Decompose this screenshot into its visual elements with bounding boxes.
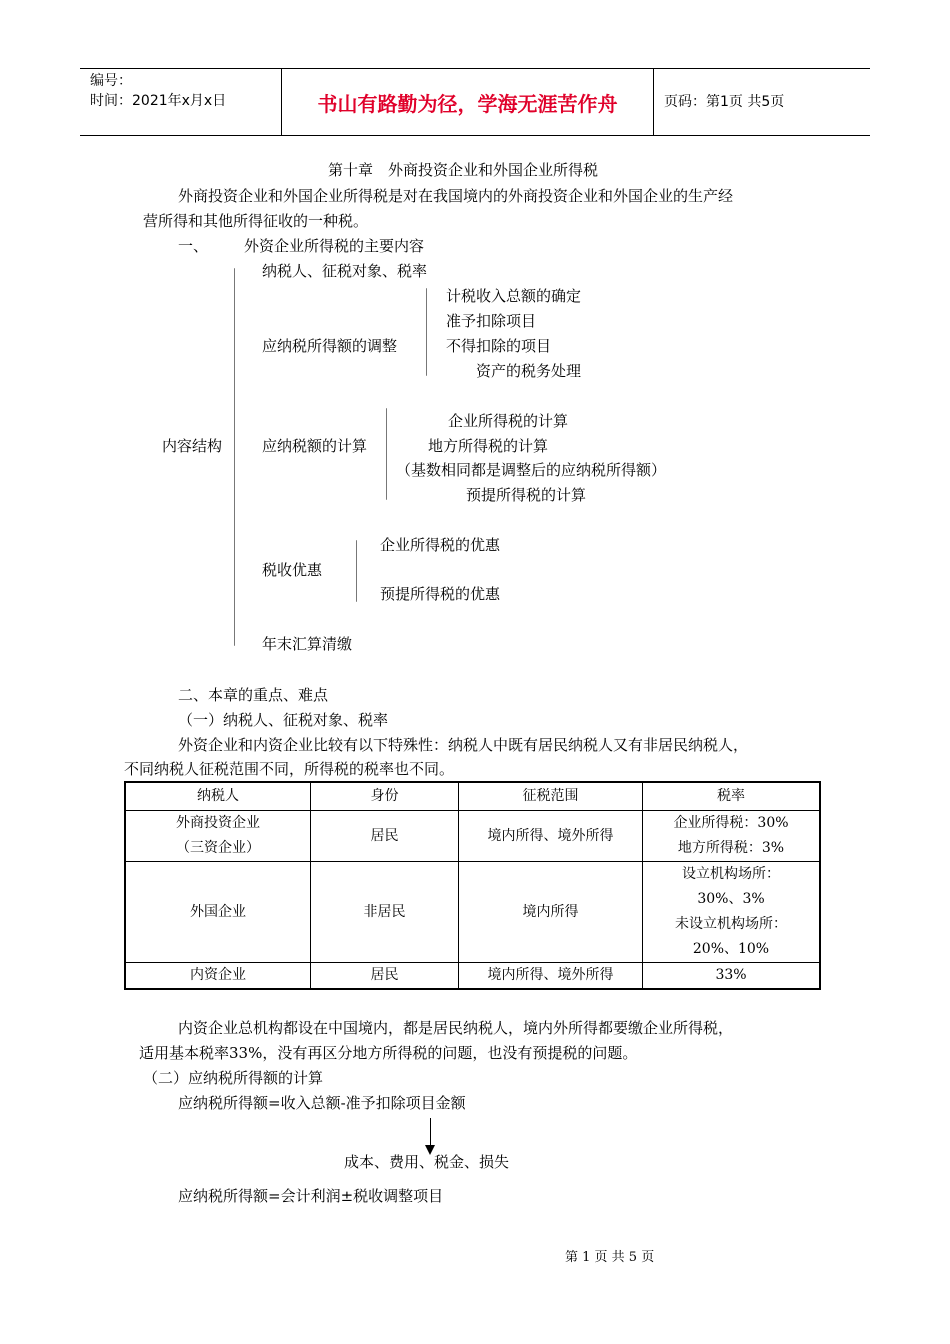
structure-item-incentives: 税收优惠 [262,561,323,579]
cell-line: 地方所得税：3% [677,840,785,856]
table-cell-scope: 境内所得、境外所得 [459,963,643,990]
table-header-row [125,782,820,811]
time-label: 时间：2021年x月x日 [90,93,227,109]
intro-line-1: 外商投资企业和外国企业所得税是对在我国境内的外商投资企业和外国企业的生产经 [178,187,734,205]
para2-line-1: 内资企业总机构都设在中国境内，都是居民纳税人，境内外所得都要缴企业所得税， [178,1019,734,1037]
cell-line: 外商投资企业 [176,815,260,831]
table-cell-status: 居民 [311,963,459,990]
formula-2: 应纳税所得额=会计利润±税收调整项目 [178,1187,444,1205]
table-header-scope: 征税范围 [459,782,643,811]
calculation-brace [386,408,387,500]
table-cell-scope: 境内所得、境外所得 [459,811,643,862]
down-arrow-shaft [430,1118,431,1148]
calculation-sub-3: （基数相同都是调整后的应纳税所得额） [396,461,667,479]
table-header-status: 身份 [311,782,459,811]
sub2-title: （二）应纳税所得额的计算 [143,1069,324,1087]
section2-sub1: （一）纳税人、征税对象、税率 [178,711,389,729]
section1-number: 一、 [178,237,209,255]
cell-line: 30%、3% [697,891,765,907]
structure-item-adjustment: 应纳税所得额的调整 [262,337,398,355]
structure-main-brace [234,268,235,646]
incentives-brace [356,540,357,602]
cell-line: 设立机构场所： [682,866,780,882]
chapter-title: 第十章 外商投资企业和外国企业所得税 [328,161,599,179]
cell-line: 20%、10% [692,941,770,957]
page-footer: 第 1 页 共 5 页 [565,1250,655,1265]
para2-line-2: 适用基本税率33%，没有再区分地方所得税的问题，也没有预提税的问题。 [139,1044,638,1062]
header-motto: 书山有路勤为径，学海无涯苦作舟 [317,91,618,116]
section1-title: 外资企业所得税的主要内容 [244,237,425,255]
cell-line: （三资企业） [176,840,260,856]
serial-label: 编号： [90,73,132,89]
table-cell-status: 居民 [311,811,459,862]
table-cell-taxpayer: 外国企业 [125,862,311,963]
cell-line: 企业所得税：30% [673,815,789,831]
header-motto-cell [282,69,654,135]
table-cell-scope: 境内所得 [459,862,643,963]
intro-line-2: 营所得和其他所得征收的一种税。 [143,212,369,230]
incentives-sub-1: 企业所得税的优惠 [380,536,501,554]
structure-item-taxpayer: 纳税人、征税对象、税率 [262,262,428,280]
page-header [80,68,870,136]
table-cell-rate [643,811,821,862]
calculation-sub-4: 预提所得税的计算 [466,486,587,504]
adjustment-sub-4: 资产的税务处理 [476,362,582,380]
structure-root: 内容结构 [162,437,223,455]
header-meta [80,69,282,135]
cell-line: 未设立机构场所： [675,916,787,932]
formula-1: 应纳税所得额=收入总额-准予扣除项目金额 [178,1094,466,1112]
table-cell-taxpayer [125,811,311,862]
structure-item-calculation: 应纳税额的计算 [262,437,368,455]
section2-title: 二、本章的重点、难点 [178,686,329,704]
tax-comparison-table [124,781,821,990]
header-page-cell [654,69,870,135]
adjustment-sub-1: 计税收入总额的确定 [446,287,582,305]
structure-item-settlement: 年末汇算清缴 [262,635,353,653]
table-cell-rate: 33% [643,963,821,990]
table-cell-rate [643,862,821,963]
adjustment-brace [426,288,427,376]
header-page-info: 页码：第1页 共5页 [664,94,785,110]
table-row [125,963,820,990]
table-row [125,862,820,963]
table-header-taxpayer: 纳税人 [125,782,311,811]
table-header-rate: 税率 [643,782,821,811]
calculation-sub-2: 地方所得税的计算 [428,437,549,455]
adjustment-sub-3: 不得扣除的项目 [446,337,552,355]
section2-para-line-2: 不同纳税人征税范围不同，所得税的税率也不同。 [124,760,455,778]
section2-para-line-1: 外资企业和内资企业比较有以下特殊性：纳税人中既有居民纳税人又有非居民纳税人， [178,736,749,754]
table-row [125,811,820,862]
adjustment-sub-2: 准予扣除项目 [446,312,537,330]
table-cell-taxpayer: 内资企业 [125,963,311,990]
incentives-sub-2: 预提所得税的优惠 [380,585,501,603]
calculation-sub-1: 企业所得税的计算 [448,412,569,430]
deductions-list: 成本、费用、税金、损失 [344,1153,510,1171]
table-cell-status: 非居民 [311,862,459,963]
